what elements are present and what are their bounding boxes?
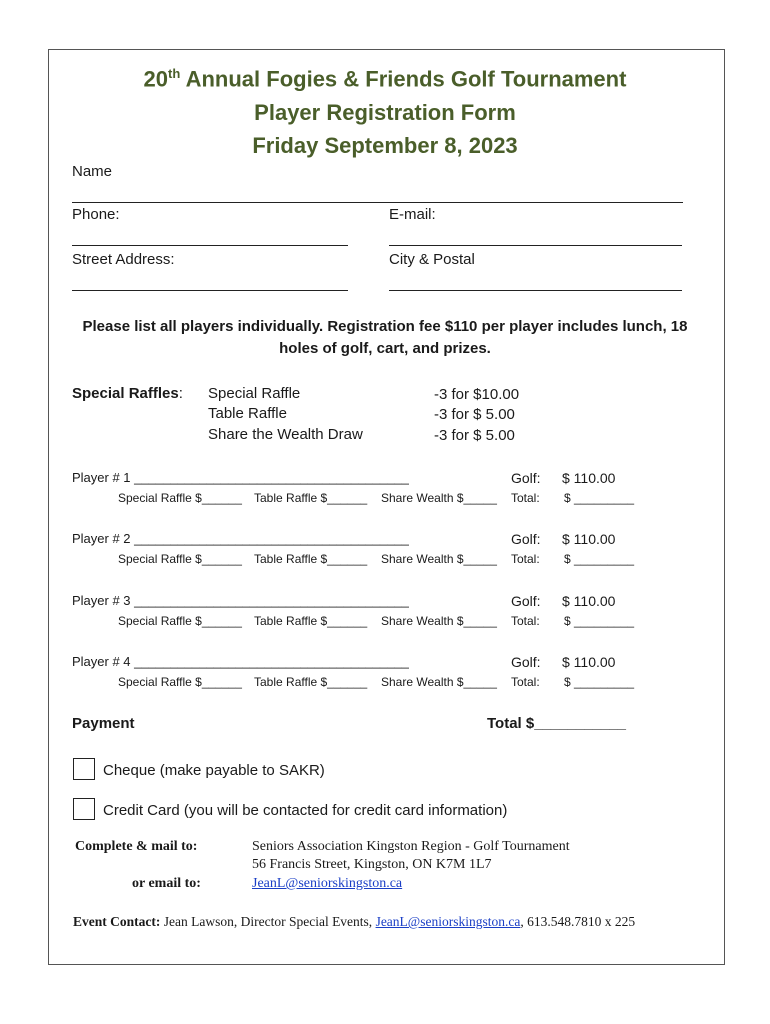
- golf-label: Golf:: [511, 531, 541, 547]
- credit-card-checkbox[interactable]: [73, 798, 95, 820]
- city-postal-label: City & Postal: [389, 251, 475, 268]
- phone-label: Phone:: [72, 206, 120, 223]
- share-wealth-blank[interactable]: Share Wealth $_____: [381, 614, 497, 628]
- table-raffle-blank[interactable]: Table Raffle $______: [254, 552, 368, 566]
- email-label: E-mail:: [389, 206, 436, 223]
- special-raffle-blank[interactable]: Special Raffle $______: [118, 675, 242, 689]
- golf-label: Golf:: [511, 470, 541, 486]
- special-raffle-blank[interactable]: Special Raffle $______: [118, 552, 242, 566]
- player-2-name-line[interactable]: Player # 2 ______________________________________: [72, 531, 409, 546]
- cheque-option-label: Cheque (make payable to SAKR): [103, 762, 325, 779]
- cheque-checkbox[interactable]: [73, 758, 95, 780]
- share-wealth-blank[interactable]: Share Wealth $_____: [381, 552, 497, 566]
- total-label: Total:: [511, 614, 540, 628]
- event-contact-label: Event Contact:: [73, 914, 161, 929]
- registration-fee-note: Please list all players individually. Registration fee $110 per player includes lunch, 18 holes of golf, cart, and prizes.: [82, 318, 688, 357]
- share-wealth-blank[interactable]: Share Wealth $_____: [381, 491, 497, 505]
- special-raffles-heading: Special Raffles:: [72, 385, 183, 402]
- raffle-name: Table Raffle: [208, 405, 287, 422]
- form-border: [48, 49, 725, 965]
- email-to-label: or email to:: [132, 876, 201, 891]
- phone-field-line[interactable]: [72, 245, 348, 246]
- raffle-price: -3 for $ 5.00: [434, 406, 515, 423]
- table-raffle-blank[interactable]: Table Raffle $______: [254, 614, 368, 628]
- player-total-blank[interactable]: $ _________: [564, 675, 635, 689]
- golf-label: Golf:: [511, 654, 541, 670]
- complete-mail-label: Complete & mail to:: [75, 839, 198, 854]
- player-4-name-line[interactable]: Player # 4 ______________________________________: [72, 654, 409, 669]
- event-contact-line: Event Contact: Jean Lawson, Director Special Events, JeanL@seniorskingston.ca, 613.548.7810 x 225: [73, 914, 636, 929]
- name-label: Name: [72, 163, 113, 180]
- form-title-line1: 20th Annual Fogies & Friends Golf Tournament: [143, 66, 627, 92]
- player-total-blank[interactable]: $ _________: [564, 614, 635, 628]
- grand-total-field[interactable]: Total $___________: [487, 715, 626, 732]
- payment-heading: Payment: [72, 715, 135, 732]
- golf-amount: $ 110.00: [562, 654, 616, 670]
- mail-address: 56 Francis Street, Kingston, ON K7M 1L7: [252, 857, 492, 872]
- city-postal-field-line[interactable]: [389, 290, 682, 291]
- raffle-price: -3 for $ 5.00: [434, 427, 515, 444]
- special-raffle-blank[interactable]: Special Raffle $______: [118, 614, 242, 628]
- name-field-line[interactable]: [72, 202, 683, 203]
- event-contact-email-link[interactable]: JeanL@seniorskingston.ca: [375, 914, 521, 929]
- raffle-price: -3 for $10.00: [434, 386, 520, 403]
- player-total-blank[interactable]: $ _________: [564, 491, 635, 505]
- table-raffle-blank[interactable]: Table Raffle $______: [254, 491, 368, 505]
- total-label: Total:: [511, 675, 540, 689]
- street-label: Street Address:: [72, 251, 175, 268]
- raffle-name: Special Raffle: [208, 385, 301, 402]
- email-field-line[interactable]: [389, 245, 682, 246]
- total-label: Total:: [511, 552, 540, 566]
- player-3-name-line[interactable]: Player # 3 ______________________________________: [72, 593, 409, 608]
- email-to-link[interactable]: JeanL@seniorskingston.ca: [252, 876, 403, 891]
- golf-amount: $ 110.00: [562, 593, 616, 609]
- share-wealth-blank[interactable]: Share Wealth $_____: [381, 675, 497, 689]
- street-field-line[interactable]: [72, 290, 348, 291]
- player-1-name-line[interactable]: Player # 1 ______________________________________: [72, 470, 409, 485]
- credit-card-option-label: Credit Card (you will be contacted for credit card information): [103, 802, 508, 819]
- form-title-date: Friday September 8, 2023: [252, 133, 518, 158]
- golf-label: Golf:: [511, 593, 541, 609]
- raffle-name: Share the Wealth Draw: [208, 426, 363, 443]
- special-raffle-blank[interactable]: Special Raffle $______: [118, 491, 242, 505]
- mail-organization: Seniors Association Kingston Region - Golf Tournament: [252, 839, 570, 854]
- total-label: Total:: [511, 491, 540, 505]
- form-title-line2: Player Registration Form: [254, 100, 516, 125]
- player-total-blank[interactable]: $ _________: [564, 552, 635, 566]
- golf-amount: $ 110.00: [562, 531, 616, 547]
- table-raffle-blank[interactable]: Table Raffle $______: [254, 675, 368, 689]
- golf-amount: $ 110.00: [562, 470, 616, 486]
